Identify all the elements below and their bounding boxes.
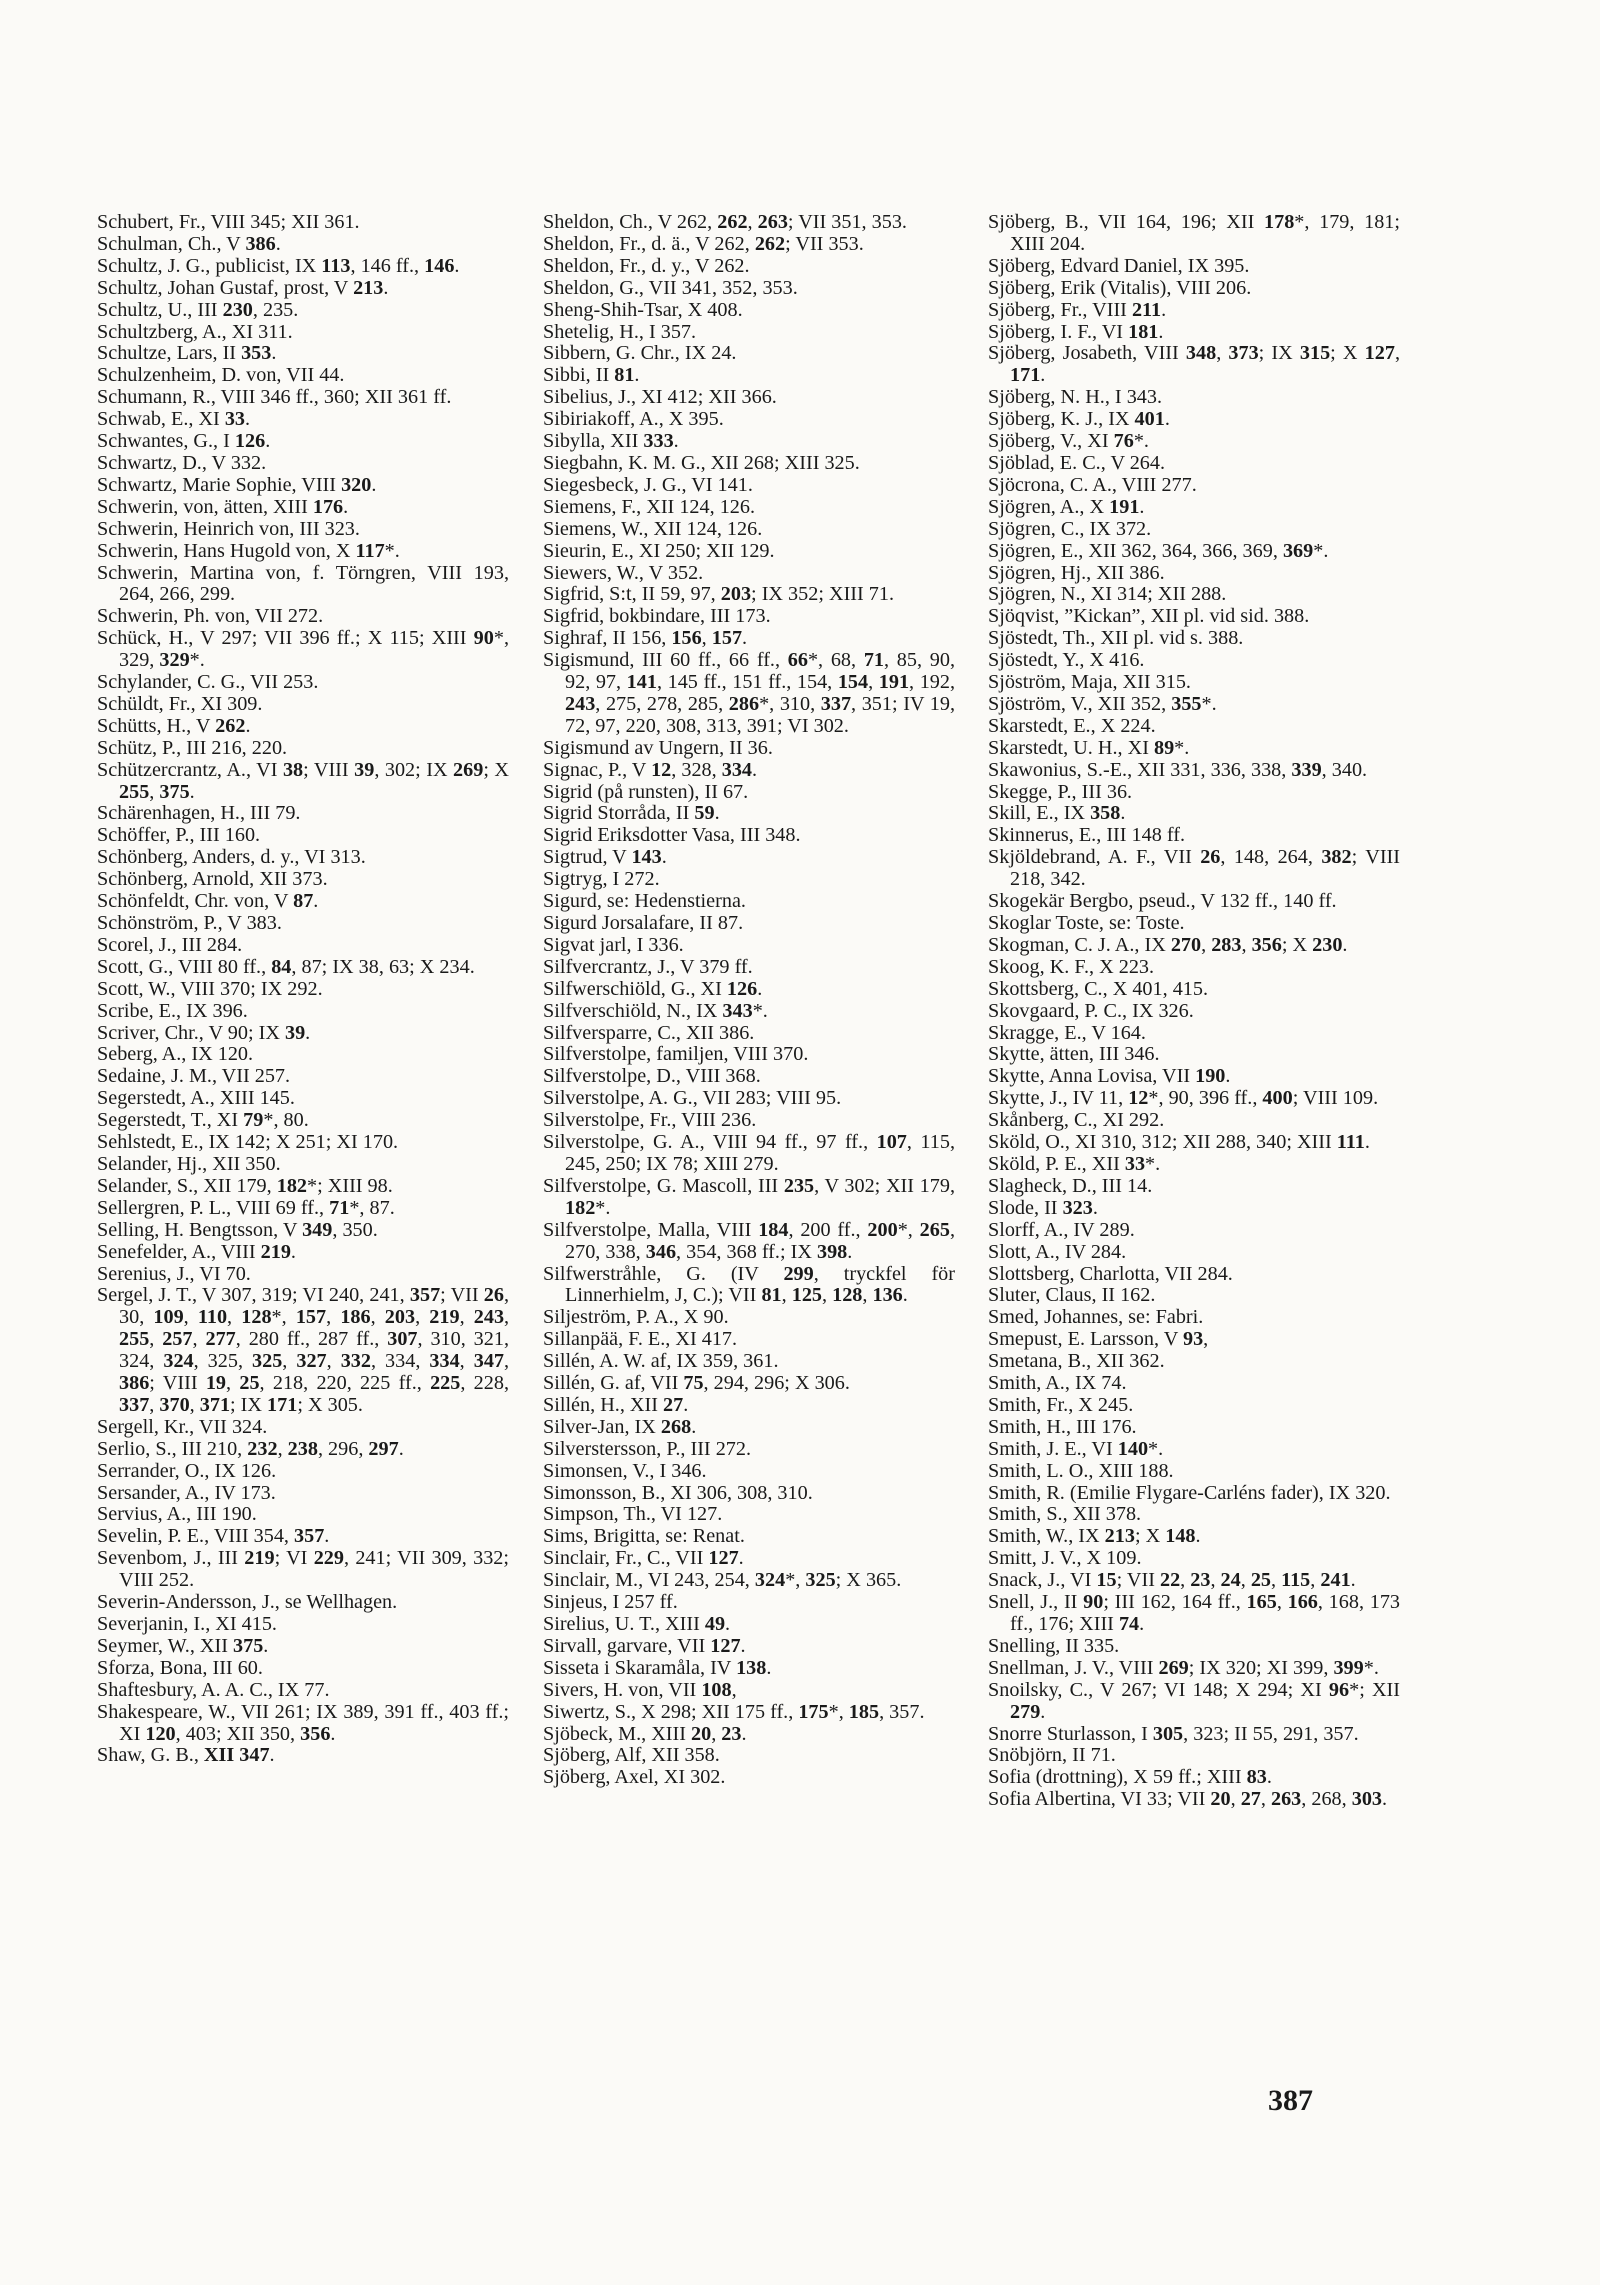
index-entry: Selling, H. Bengtsson, V 349, 350. bbox=[97, 1218, 378, 1241]
index-entry: Schumann, R., VIII 346 ff., 360; XII 361 ff. bbox=[97, 386, 452, 409]
index-entry: Snell, J., II 90; III 162, 164 ff., 165, 166, 168, 173 ff., 176; XIII 74. bbox=[988, 1591, 1401, 1635]
index-entry: Skogekär Bergbo, pseud., V 132 ff., 140 ff. bbox=[988, 890, 1337, 913]
index-entry: Slott, A., IV 284. bbox=[988, 1240, 1127, 1263]
index-entry: Schultz, J. G., publicist, IX 113, 146 ff., 146. bbox=[97, 254, 460, 277]
index-entry: Serlio, S., III 210, 232, 238, 296, 297. bbox=[97, 1437, 404, 1460]
index-entry: Slode, II 323. bbox=[988, 1196, 1098, 1219]
index-column-1 bbox=[97, 212, 509, 1767]
index-entry: Smith, H., III 176. bbox=[988, 1415, 1137, 1438]
index-entry: Schwantes, G., I 126. bbox=[97, 430, 271, 453]
index-entry: Shetelig, H., I 357. bbox=[543, 320, 697, 343]
index-entry: Silverstersson, P., III 272. bbox=[543, 1437, 752, 1460]
index-entry: Schubert, Fr., VIII 345; XII 361. bbox=[97, 211, 360, 233]
index-entry: Selander, S., XII 179, 182*; XIII 98. bbox=[97, 1174, 393, 1197]
index-entry: Scott, G., VIII 80 ff., 84, 87; IX 38, 63; X 234. bbox=[97, 955, 475, 978]
index-entry: Sirvall, garvare, VII 127. bbox=[543, 1634, 746, 1657]
index-entry: Skill, E., IX 358. bbox=[988, 802, 1126, 825]
index-entry: Snorre Sturlasson, I 305, 323; II 55, 291, 357. bbox=[988, 1722, 1359, 1745]
index-entry: Sofia (drottning), X 59 ff.; XIII 83. bbox=[988, 1766, 1272, 1789]
index-entry: Skragge, E., V 164. bbox=[988, 1021, 1146, 1044]
index-column-3 bbox=[988, 212, 1400, 1811]
index-entry: Schultze, Lars, II 353. bbox=[97, 342, 277, 365]
index-entry: Sergel, J. T., V 307, 319; VI 240, 241, 357; VII 26, 30, 109, 110, 128*, 157, 186, 203, 219, 243, 255, 257, 277, 280 ff., 287 ff., 307, 310, 321, 324, 324, 325, 325, 327, 332, 334, 334, 347, 386; VIII 19, 25, 218, 220, 225 ff., 225, 228, 337, 370, 371; IX 171; X 305. bbox=[97, 1284, 510, 1416]
index-entry: Siegbahn, K. M. G., XII 268; XIII 325. bbox=[543, 451, 860, 474]
index-entry: Schönström, P., V 383. bbox=[97, 912, 282, 934]
index-entry: Sedaine, J. M., VII 257. bbox=[97, 1065, 291, 1088]
index-entry: Snelling, II 335. bbox=[988, 1634, 1120, 1657]
index-entry: Sigurd, se: Hedenstierna. bbox=[543, 890, 746, 913]
index-entry: Sjöberg, Josabeth, VIII 348, 373; IX 315; X 127, 171. bbox=[988, 342, 1400, 387]
index-entry: Servius, A., III 190. bbox=[97, 1503, 257, 1526]
index-entry: Sigrid (på runsten), II 67. bbox=[543, 780, 749, 803]
index-entry: Smith, J. E., VI 140*. bbox=[988, 1437, 1164, 1460]
index-entry: Sisseta i Skaramåla, IV 138. bbox=[543, 1656, 772, 1679]
index-entry: Schulzenheim, D. von, VII 44. bbox=[97, 364, 345, 387]
index-entry: Sjöberg, I. F., VI 181. bbox=[988, 320, 1164, 343]
index-entry: Skarstedt, E., X 224. bbox=[988, 714, 1156, 737]
index-entry: Silfvercrantz, J., V 379 ff. bbox=[543, 955, 753, 978]
index-column-2 bbox=[543, 212, 955, 1789]
index-entry: Seymer, W., XII 375. bbox=[97, 1634, 269, 1657]
index-entry: Sforza, Bona, III 60. bbox=[97, 1656, 263, 1679]
index-entry: Schütts, H., V 262. bbox=[97, 714, 251, 737]
index-entry: Shaw, G. B., XII 347. bbox=[97, 1744, 275, 1767]
index-entry: Sjögren, E., XII 362, 364, 366, 369, 369*. bbox=[988, 539, 1329, 562]
index-entry: Sjöberg, K. J., IX 401. bbox=[988, 408, 1170, 431]
index-entry: Slorff, A., IV 289. bbox=[988, 1218, 1135, 1241]
index-entry: Sirelius, U. T., XIII 49. bbox=[543, 1613, 731, 1635]
index-entry: Skovgaard, P. C., IX 326. bbox=[988, 999, 1194, 1022]
index-entry: Schwerin, von, ätten, XIII 176. bbox=[97, 495, 349, 518]
index-entry: Sjöberg, Erik (Vitalis), VIII 206. bbox=[988, 276, 1252, 299]
index-entry: Silfverstolpe, Malla, VIII 184, 200 ff., 200*, 265, 270, 338, 346, 354, 368 ff.; IX 398. bbox=[543, 1218, 955, 1263]
index-entry: Simonsson, B., XI 306, 308, 310. bbox=[543, 1481, 813, 1504]
index-entry: Schwerin, Heinrich von, III 323. bbox=[97, 517, 360, 540]
index-entry: Sjöberg, Axel, XI 302. bbox=[543, 1766, 726, 1789]
page-number: 387 bbox=[1268, 2084, 1313, 2117]
index-entry: Sibelius, J., XI 412; XII 366. bbox=[543, 386, 777, 409]
index-entry: Silverstolpe, A. G., VII 283; VIII 95. bbox=[543, 1087, 842, 1110]
index-entry: Segerstedt, T., XI 79*, 80. bbox=[97, 1109, 309, 1132]
index-entry: Sjöberg, Alf, XII 358. bbox=[543, 1744, 720, 1767]
index-entry: Schultz, Johan Gustaf, prost, V 213. bbox=[97, 276, 389, 299]
index-entry: Schwab, E., XI 33. bbox=[97, 408, 251, 431]
index-entry: Smed, Johannes, se: Fabri. bbox=[988, 1306, 1204, 1329]
index-entry: Sibbi, II 81. bbox=[543, 364, 640, 387]
index-entry: Sjöcrona, C. A., VIII 277. bbox=[988, 473, 1197, 496]
index-entry: Schwerin, Ph. von, VII 272. bbox=[97, 605, 324, 628]
index-entry: Skegge, P., III 36. bbox=[988, 780, 1133, 803]
index-entry: Silverstolpe, G. A., VIII 94 ff., 97 ff., 107, 115, 245, 250; IX 78; XIII 279. bbox=[543, 1131, 955, 1175]
index-entry: Skytte, J., IV 11, 12*, 90, 396 ff., 400; VIII 109. bbox=[988, 1087, 1379, 1110]
index-entry: Silfverstolpe, D., VIII 368. bbox=[543, 1065, 761, 1088]
index-entry: Siemens, F., XII 124, 126. bbox=[543, 495, 756, 518]
index-entry: Sevenbom, J., III 219; VI 229, 241; VII 309, 332; VIII 252. bbox=[97, 1547, 509, 1592]
index-entry: Siemens, W., XII 124, 126. bbox=[543, 517, 763, 540]
index-entry: Sheldon, Fr., d. ä., V 262, 262; VII 353. bbox=[543, 232, 864, 255]
index-entry: Smith, L. O., XIII 188. bbox=[988, 1459, 1174, 1482]
index-entry: Sluter, Claus, II 162. bbox=[988, 1284, 1156, 1307]
index-entry: Shakespeare, W., VII 261; IX 389, 391 ff., 403 ff.; XI 120, 403; XII 350, 356. bbox=[97, 1700, 509, 1745]
index-entry: Silfverstolpe, familjen, VIII 370. bbox=[543, 1043, 809, 1066]
index-entry: Smepust, E. Larsson, V 93, bbox=[988, 1328, 1209, 1351]
index-entry: Sigrid Eriksdotter Vasa, III 348. bbox=[543, 824, 801, 847]
index-entry: Scribe, E., IX 396. bbox=[97, 999, 248, 1022]
index-entry: Sibbern, G. Chr., IX 24. bbox=[543, 342, 737, 365]
index-entry: Smith, A., IX 74. bbox=[988, 1372, 1127, 1395]
index-entry: Sigfrid, bokbindare, III 173. bbox=[543, 605, 771, 628]
index-entry: Sims, Brigitta, se: Renat. bbox=[543, 1525, 745, 1548]
index-entry: Sigtryg, I 272. bbox=[543, 868, 660, 891]
index-entry: Skoog, K. F., X 223. bbox=[988, 955, 1155, 978]
index-entry: Skinnerus, E., III 148 ff. bbox=[988, 824, 1185, 847]
index-entry: Schultz, U., III 230, 235. bbox=[97, 298, 299, 321]
index-entry: Sjögren, Hj., XII 386. bbox=[988, 561, 1165, 584]
index-entry: Schöffer, P., III 160. bbox=[97, 824, 261, 847]
index-entry: Silfverstolpe, G. Mascoll, III 235, V 302; XII 179, 182*. bbox=[543, 1174, 956, 1219]
index-entry: Schwerin, Hans Hugold von, X 117*. bbox=[97, 539, 400, 562]
index-entry: Sevelin, P. E., VIII 354, 357. bbox=[97, 1525, 330, 1548]
index-entry: Sheng-Shih-Tsar, X 408. bbox=[543, 298, 743, 321]
index-entry: Sigismund, III 60 ff., 66 ff., 66*, 68, 71, 85, 90, 92, 97, 141, 145 ff., 151 ff., 154, 154, 191, 192, 243, 275, 278, 285, 286*, 310, 337, 351; IV 19, 72, 97, 220, 308, 313, 391; VI 302. bbox=[543, 649, 956, 737]
index-entry: Slottsberg, Charlotta, VII 284. bbox=[988, 1262, 1233, 1285]
index-entry: Sjöberg, V., XI 76*. bbox=[988, 430, 1149, 453]
index-entry: Schütz, P., III 216, 220. bbox=[97, 736, 288, 759]
index-entry: Sheldon, Ch., V 262, 262, 263; VII 351, 353. bbox=[543, 211, 907, 233]
index-entry: Skottsberg, C., X 401, 415. bbox=[988, 977, 1209, 1000]
index-entry: Sigurd Jorsalafare, II 87. bbox=[543, 912, 744, 934]
index-entry: Sighraf, II 156, 156, 157. bbox=[543, 627, 748, 650]
index-entry: Sjöbeck, M., XIII 20, 23. bbox=[543, 1722, 747, 1745]
index-entry: Schwerin, Martina von, f. Törngren, VIII 193, 264, 266, 299. bbox=[97, 561, 509, 606]
index-entry: Sillén, H., XII 27. bbox=[543, 1393, 689, 1416]
index-entry: Sillén, G. af, VII 75, 294, 296; X 306. bbox=[543, 1372, 850, 1395]
index-entry: Schwartz, D., V 332. bbox=[97, 451, 267, 474]
index-entry: Skjöldebrand, A. F., VII 26, 148, 264, 382; VIII 218, 342. bbox=[988, 846, 1400, 891]
index-entry: Silverstolpe, Fr., VIII 236. bbox=[543, 1109, 757, 1132]
index-entry: Scorel, J., III 284. bbox=[97, 933, 243, 956]
index-entry: Schultzberg, A., XI 311. bbox=[97, 320, 293, 343]
index-entry: Sigfrid, S:t, II 59, 97, 203; IX 352; XIII 71. bbox=[543, 583, 895, 606]
index-entry: Sinclair, Fr., C., VII 127. bbox=[543, 1547, 744, 1570]
index-entry: Sellergren, P. L., VIII 69 ff., 71*, 87. bbox=[97, 1196, 395, 1219]
index-entry: Siewers, W., V 352. bbox=[543, 561, 704, 584]
index-entry: Silfwerstråhle, G. (IV 299, tryckfel för Linnerhielm, J, C.); VII 81, 125, 128, 136. bbox=[543, 1262, 956, 1307]
index-entry: Sjögren, C., IX 372. bbox=[988, 517, 1152, 540]
index-entry: Sköld, O., XI 310, 312; XII 288, 340; XIII 111. bbox=[988, 1131, 1370, 1154]
index-entry: Sigvat jarl, I 336. bbox=[543, 933, 684, 956]
index-entry: Schwartz, Marie Sophie, VIII 320. bbox=[97, 473, 377, 496]
index-entry: Skarstedt, U. H., XI 89*. bbox=[988, 736, 1190, 759]
index-entry: Severjanin, I., XI 415. bbox=[97, 1613, 277, 1635]
index-entry: Sibylla, XII 333. bbox=[543, 430, 679, 453]
index-entry: Snöbjörn, II 71. bbox=[988, 1744, 1116, 1767]
index-entry: Sjögren, A., X 191. bbox=[988, 495, 1145, 518]
index-entry: Sjöberg, N. H., I 343. bbox=[988, 386, 1163, 409]
index-entry: Simpson, Th., VI 127. bbox=[543, 1503, 723, 1526]
index-entry: Sersander, A., IV 173. bbox=[97, 1481, 276, 1504]
index-entry: Selander, Hj., XII 350. bbox=[97, 1152, 281, 1175]
index-entry: Smith, Fr., X 245. bbox=[988, 1393, 1134, 1416]
index-entry: Schärenhagen, H., III 79. bbox=[97, 802, 301, 825]
index-entry: Serenius, J., VI 70. bbox=[97, 1262, 251, 1285]
index-entry: Silfwerschiöld, G., XI 126. bbox=[543, 977, 763, 1000]
index-entry: Sillanpää, F. E., XI 417. bbox=[543, 1328, 738, 1351]
index-entry: Siegesbeck, J. G., VI 141. bbox=[543, 473, 753, 496]
index-entry: Smith, R. (Emilie Flygare-Carléns fader), IX 320. bbox=[988, 1481, 1391, 1504]
index-entry: Silfverschiöld, N., IX 343*. bbox=[543, 999, 768, 1022]
index-entry: Scott, W., VIII 370; IX 292. bbox=[97, 977, 323, 1000]
index-entry: Simonsen, V., I 346. bbox=[543, 1459, 707, 1482]
index-entry: Smith, W., IX 213; X 148. bbox=[988, 1525, 1201, 1548]
index-entry: Seberg, A., IX 120. bbox=[97, 1043, 254, 1066]
index-entry: Sjöberg, B., VII 164, 196; XII 178*, 179, 181; XIII 204. bbox=[988, 211, 1400, 255]
index-entry: Sjöqvist, ”Kickan”, XII pl. vid sid. 388. bbox=[988, 605, 1310, 628]
index-entry: Sehlstedt, E., IX 142; X 251; XI 170. bbox=[97, 1131, 399, 1154]
index-entry: Skånberg, C., XI 292. bbox=[988, 1109, 1165, 1132]
index-entry: Schück, H., V 297; VII 396 ff.; X 115; XIII 90*, 329, 329*. bbox=[97, 627, 509, 672]
index-entry: Sjöberg, Fr., VIII 211. bbox=[988, 298, 1167, 321]
index-entry: Segerstedt, A., XIII 145. bbox=[97, 1087, 295, 1110]
index-entry: Skoglar Toste, se: Toste. bbox=[988, 912, 1185, 934]
index-entry: Schylander, C. G., VII 253. bbox=[97, 671, 319, 694]
index-entry: Sjöberg, Edvard Daniel, IX 395. bbox=[988, 254, 1250, 277]
index-entry: Schönberg, Anders, d. y., VI 313. bbox=[97, 846, 366, 869]
index-entry: Schönberg, Arnold, XII 373. bbox=[97, 868, 328, 891]
index-entry: Schönfeldt, Chr. von, V 87. bbox=[97, 890, 319, 913]
index-entry: Sergell, Kr., VII 324. bbox=[97, 1415, 268, 1438]
index-entry: Sjöström, V., XII 352, 355*. bbox=[988, 692, 1217, 715]
index-entry: Smitt, J. V., X 109. bbox=[988, 1547, 1142, 1570]
index-entry: Sheldon, Fr., d. y., V 262. bbox=[543, 254, 750, 277]
index-entry: Sofia Albertina, VI 33; VII 20, 27, 263, 268, 303. bbox=[988, 1788, 1388, 1811]
index-entry: Sjöström, Maja, XII 315. bbox=[988, 671, 1191, 694]
index-entry: Signac, P., V 12, 328, 334. bbox=[543, 758, 758, 781]
index-entry: Schüldt, Fr., XI 309. bbox=[97, 692, 263, 715]
index-entry: Sheldon, G., VII 341, 352, 353. bbox=[543, 276, 798, 299]
index-entry: Sjöstedt, Y., X 416. bbox=[988, 649, 1145, 672]
index-entry: Snellman, J. V., VIII 269; IX 320; XI 399, 399*. bbox=[988, 1656, 1379, 1679]
index-entry: Sigtrud, V 143. bbox=[543, 846, 667, 869]
index-entry: Sigismund av Ungern, II 36. bbox=[543, 736, 773, 759]
index-entry: Schützercrantz, A., VI 38; VIII 39, 302; IX 269; X 255, 375. bbox=[97, 758, 509, 803]
index-entry: Sjöblad, E. C., V 264. bbox=[988, 451, 1166, 474]
index-entry: Siwertz, S., X 298; XII 175 ff., 175*, 185, 357. bbox=[543, 1700, 925, 1723]
index-entry: Sillén, A. W. af, IX 359, 361. bbox=[543, 1350, 779, 1373]
index-entry: Silfversparre, C., XII 386. bbox=[543, 1021, 755, 1044]
index-entry: Sinclair, M., VI 243, 254, 324*, 325; X 365. bbox=[543, 1569, 902, 1592]
index-entry: Skytte, Anna Lovisa, VII 190. bbox=[988, 1065, 1231, 1088]
index-entry: Scriver, Chr., V 90; IX 39. bbox=[97, 1021, 311, 1044]
index-entry: Skawonius, S.-E., XII 331, 336, 338, 339, 340. bbox=[988, 758, 1368, 781]
index-entry: Sinjeus, I 257 ff. bbox=[543, 1591, 678, 1614]
index-entry: Severin-Andersson, J., se Wellhagen. bbox=[97, 1591, 398, 1614]
index-entry: Serrander, O., IX 126. bbox=[97, 1459, 277, 1482]
index-entry: Snack, J., VI 15; VII 22, 23, 24, 25, 115, 241. bbox=[988, 1569, 1356, 1592]
index-entry: Skogman, C. J. A., IX 270, 283, 356; X 230. bbox=[988, 933, 1348, 956]
index-entry: Sigrid Storråda, II 59. bbox=[543, 802, 720, 825]
index-entry: Smith, S., XII 378. bbox=[988, 1503, 1142, 1526]
index-entry: Skytte, ätten, III 346. bbox=[988, 1043, 1160, 1066]
index-entry: Snoilsky, C., V 267; VI 148; X 294; XI 96*; XII 279. bbox=[988, 1678, 1400, 1723]
index-entry: Slagheck, D., III 14. bbox=[988, 1174, 1153, 1197]
index-entry: Sieurin, E., XI 250; XII 129. bbox=[543, 539, 775, 562]
index-entry: Siljeström, P. A., X 90. bbox=[543, 1306, 729, 1329]
index-entry: Sjögren, N., XI 314; XII 288. bbox=[988, 583, 1227, 606]
index-entry: Senefelder, A., VIII 219. bbox=[97, 1240, 296, 1263]
index-entry: Shaftesbury, A. A. C., IX 77. bbox=[97, 1678, 330, 1701]
index-entry: Smetana, B., XII 362. bbox=[988, 1350, 1165, 1373]
index-entry: Sibiriakoff, A., X 395. bbox=[543, 408, 724, 431]
index-entry: Schulman, Ch., V 386. bbox=[97, 232, 281, 255]
index-entry: Sjöstedt, Th., XII pl. vid s. 388. bbox=[988, 627, 1244, 650]
index-entry: Sköld, P. E., XII 33*. bbox=[988, 1152, 1161, 1175]
index-entry: Sivers, H. von, VII 108, bbox=[543, 1678, 737, 1701]
index-entry: Silver-Jan, IX 268. bbox=[543, 1415, 697, 1438]
